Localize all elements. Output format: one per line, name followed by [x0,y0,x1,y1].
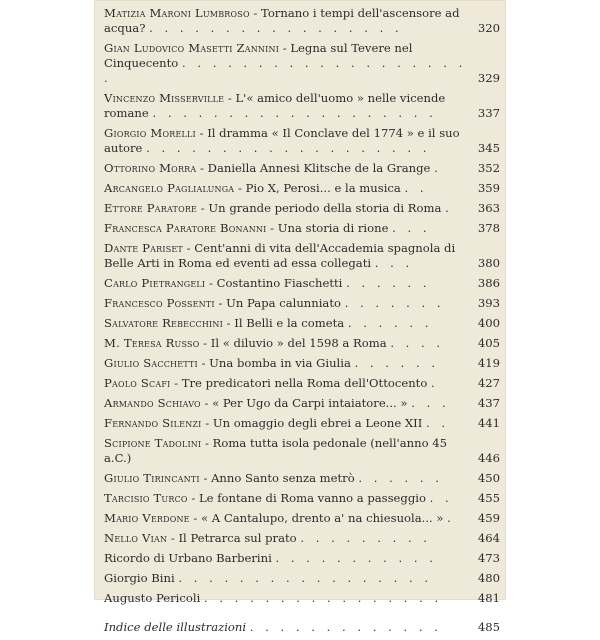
entry-title: Una storia di rione [277,221,389,235]
entry-title: Una bomba in via Giulia [209,356,351,370]
entry-dot-leader: . . . [392,221,431,235]
entry-author: Gian Ludovico Masetti Zannini [104,41,280,55]
entry-page-number: 405 [477,336,500,350]
entry-author: Tarcisio Turco [104,491,188,505]
entry-page-number: 441 [477,416,500,430]
toc-entry [104,471,500,486]
entry-author: Ottorino Morra [104,161,197,175]
entry-title: Pio X, Perosi... e la musica [245,181,401,195]
entry-separator: - [195,126,208,140]
toc-entry [104,591,500,606]
toc-entry [104,161,500,176]
entry-page-number: 481 [477,591,500,605]
toc-index-entry [104,620,500,635]
entry-separator: - [234,181,246,195]
entry-page-number: 464 [477,531,500,545]
entry-title: L'« amico dell'uomo » nelle vicende romane [104,91,446,120]
toc-entry [104,276,500,291]
entry-author: Scipione Tadolini [104,436,202,450]
entry-dot-leader: . . . [411,396,450,410]
entry-page-number: 427 [477,376,500,390]
entry-separator: - [249,6,261,20]
entry-dot-leader: . . . . . . . . . . . . . . . . . . . [146,141,431,155]
entry-title: Il « diluvio » del 1598 a Roma [210,336,387,350]
entry-author: Francesco Possenti [104,296,215,310]
entry-title: Un omaggio degli ebrei a Leone XII [212,416,423,430]
entry-author: Vincenzo Misserville [104,91,225,105]
entry-separator: - [214,296,227,310]
entry-dot-leader: . . . . . . [358,471,443,485]
entry-dot-leader: . . . . . . [354,356,440,370]
entry-author: Nello Vian [104,531,168,545]
entry-author: Matizia Maroni Lumbroso [104,6,250,20]
entry-page-number: 345 [477,141,500,155]
entry-title: Il Petrarca sul prato [178,531,297,545]
entry-dot-leader: . [445,201,453,215]
toc-entry [104,551,500,566]
entry-separator: - [279,41,291,55]
entry-title: Un Papa calunniato [226,296,341,310]
entry-title: Il dramma « Il Conclave del 1774 » e il suo autore [104,126,460,155]
book-page [94,0,506,634]
entry-separator: - [189,511,202,525]
entry-page-number: 380 [477,256,500,270]
entry-title: Tornano i tempi dell'ascensore ad acqua? [104,6,460,35]
entry-separator: - [167,531,179,545]
entry-title: Ricordo di Urbano Barberini [104,551,272,565]
entry-author: Giulio Sacchetti [104,356,198,370]
toc-entry [104,396,500,411]
entry-title: Roma tutta isola pedonale (nell'anno 45 a.C.) [104,436,447,465]
entry-dot-leader: . . . . . . . . . [300,531,431,545]
toc-entry [104,181,500,196]
entry-author: Paolo Scafi [104,376,171,390]
entry-dot-leader: . . . . . . . [344,296,445,310]
entry-separator: - [170,376,182,390]
entry-dot-leader: . . [429,491,453,505]
toc-entry [104,571,500,586]
entry-author: Arcangelo Paglialunga [104,181,235,195]
entry-page-number: 455 [477,491,500,505]
index-page-number: 485 [477,620,500,634]
entry-title: Daniella Annesi Klitsche de la Grange [207,161,431,175]
entry-separator: - [199,336,211,350]
toc-entry [104,6,500,36]
entry-title: « Per Ugo da Carpi intaiatore... » [212,396,408,410]
entry-dot-leader: . . . . . . [346,276,431,290]
entry-page-number: 337 [477,106,500,120]
entry-separator: - [182,241,195,255]
entry-title: Anno Santo senza metrò [211,471,355,485]
entry-author: Carlo Pietrangeli [104,276,206,290]
entry-dot-leader: . . [404,181,428,195]
entry-dot-leader: . [447,511,455,525]
toc-entry [104,221,500,236]
index-dot-leader: . . . . . . . . . . . . . [249,620,442,634]
entry-separator: - [205,276,217,290]
entry-page-number: 363 [477,201,500,215]
toc-entry [104,356,500,371]
entry-page-number: 419 [477,356,500,370]
entry-title: Giorgio Bini [104,571,175,585]
entry-dot-leader: . [430,376,439,390]
table-of-contents [104,6,500,640]
entry-page-number: 400 [477,316,500,330]
toc-entry [104,491,500,506]
entry-page-number: 320 [477,21,500,35]
entry-page-number: 450 [477,471,500,485]
toc-entry [104,41,500,86]
entry-separator: - [222,316,235,330]
entry-separator: - [224,91,236,105]
entry-dot-leader: . . . . . . . . . . . . . . . . . . . [152,106,437,120]
entry-title: « A Cantalupo, drento a' na chiesuola... » [201,511,444,525]
entry-page-number: 386 [477,276,500,290]
entry-dot-leader: . [434,161,442,175]
entry-title: Augusto Pericoli [104,591,201,605]
entry-title: Legna sul Tevere nel Cinquecento [104,41,413,70]
entry-page-number: 437 [477,396,500,410]
entry-separator: - [266,221,278,235]
entry-dot-leader: . . . . . . . . . . . . . . . . [203,591,443,605]
entry-page-number: 352 [477,161,500,175]
entry-author: Salvatore Rebecchini [104,316,223,330]
entry-author: Fernando Silenzi [104,416,202,430]
entry-title: Costantino Fiaschetti [216,276,343,290]
entry-dot-leader: . . . . [390,336,445,350]
index-title: Indice delle illustrazioni [104,620,247,634]
entry-author: Armando Schiavo [104,396,201,410]
toc-entry [104,531,500,546]
entry-author: Giulio Tirincanti [104,471,200,485]
entry-dot-leader: . . . . . . . . . . . . . . . . . . . . [104,56,467,85]
entry-page-number: 329 [477,71,500,85]
entry-author: Dante Pariset [104,241,183,255]
entry-page-number: 473 [477,551,500,565]
toc-entry [104,201,500,216]
entry-author: Ettore Paratore [104,201,198,215]
entry-separator: - [201,436,213,450]
toc-entry [104,436,500,466]
toc-entry [104,126,500,156]
entry-title: Cent'anni di vita dell'Accademia spagnola di Belle Arti in Roma ed eventi ad essa collegati [104,241,456,270]
entry-separator: - [196,161,208,175]
entry-separator: - [200,396,213,410]
toc-entry [104,296,500,311]
entry-dot-leader: . . . . . . . . . . . . . . . . . [149,21,403,35]
toc-entry [104,376,500,391]
entry-title: Tre predicatori nella Roma dell'Ottocento [181,376,428,390]
entry-dot-leader: . . [426,416,450,430]
toc-entry [104,511,500,526]
entry-dot-leader: . . . . . . . . . . . [275,551,437,565]
toc-entry [104,316,500,331]
entry-page-number: 378 [477,221,500,235]
toc-entry [104,336,500,351]
entry-dot-leader: . . . . . . [347,316,433,330]
entry-title: Il Belli e la cometa [234,316,345,330]
entry-author: Francesca Paratore Bonanni [104,221,267,235]
entry-author: Mario Verdone [104,511,190,525]
entry-author: M. Teresa Russo [104,336,200,350]
entry-page-number: 446 [477,451,500,465]
entry-author: Giorgio Morelli [104,126,196,140]
toc-entry [104,416,500,431]
entry-separator: - [201,416,213,430]
entry-separator: - [197,356,210,370]
entry-page-number: 359 [477,181,500,195]
entry-separator: - [199,471,212,485]
entry-page-number: 393 [477,296,500,310]
toc-entry [104,241,500,271]
entry-title: Le fontane di Roma vanno a passeggio [198,491,426,505]
entry-dot-leader: . . . [374,256,414,270]
entry-page-number: 480 [477,571,500,585]
entry-title: Un grande periodo della storia di Roma [208,201,442,215]
toc-entry [104,91,500,121]
entry-separator: - [197,201,209,215]
entry-separator: - [187,491,199,505]
entry-page-number: 459 [477,511,500,525]
entry-dot-leader: . . . . . . . . . . . . . . . . . [178,571,433,585]
